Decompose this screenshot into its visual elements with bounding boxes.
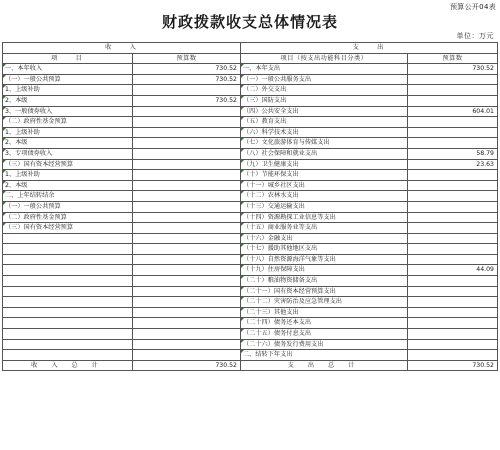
- form-code: 预算公开04表: [449, 3, 496, 11]
- income-budget-header: 预算数: [133, 53, 241, 64]
- expense-value-cell: 730.52: [408, 64, 498, 75]
- income-item-cell: （三）国有资本经营预算: [3, 159, 133, 170]
- expense-value-cell: [408, 297, 498, 308]
- income-item-cell: （二）政府性基金预算: [3, 117, 133, 128]
- expense-value-cell: [408, 318, 498, 329]
- income-item-cell: [3, 244, 133, 255]
- income-item-cell: 2、本级: [3, 138, 133, 149]
- income-item-cell: 1、上级补助: [3, 170, 133, 181]
- income-value-cell: [133, 339, 241, 350]
- table-row: [3, 191, 498, 202]
- income-item-cell: 二、上年结转结余: [3, 191, 133, 202]
- table-row: [3, 286, 498, 297]
- expense-value-cell: [408, 212, 498, 223]
- expense-value-cell: [408, 191, 498, 202]
- income-value-cell: [133, 307, 241, 318]
- expense-item-cell: （十）节能环保支出: [241, 170, 408, 181]
- table-row: [3, 74, 498, 85]
- expense-value-cell: 23.63: [408, 159, 498, 170]
- table-row: [3, 254, 498, 265]
- income-item-cell: （一）一般公共预算: [3, 201, 133, 212]
- table-row: [3, 307, 498, 318]
- income-item-cell: 一、本年收入: [3, 64, 133, 75]
- income-value-cell: [133, 329, 241, 340]
- expense-value-cell: [408, 170, 498, 181]
- income-value-cell: [133, 106, 241, 117]
- expense-item-cell: （十四）资源勘探工业信息等支出: [241, 212, 408, 223]
- expense-value-cell: [408, 339, 498, 350]
- income-value-cell: [133, 148, 241, 159]
- table-row: [3, 350, 498, 361]
- income-value-cell: 730.52: [133, 74, 241, 85]
- table-row: [3, 159, 498, 170]
- expense-item-cell: （四）公共安全支出: [241, 106, 408, 117]
- expense-item-cell: （十七）援助其他地区支出: [241, 244, 408, 255]
- table-row: [3, 297, 498, 308]
- expense-item-cell: （二十一）国有资本经营预算支出: [241, 286, 408, 297]
- income-item-cell: （三）国有资本经营预算: [3, 223, 133, 234]
- table-row: [3, 265, 498, 276]
- income-value-cell: [133, 254, 241, 265]
- expense-value-cell: [408, 276, 498, 287]
- income-value-cell: [133, 223, 241, 234]
- table-row: [3, 64, 498, 75]
- expense-value-cell: [408, 74, 498, 85]
- expense-item-cell: 一、本年支出: [241, 64, 408, 75]
- table-row: [3, 233, 498, 244]
- expense-value-cell: 58.79: [408, 148, 498, 159]
- table-row: [3, 170, 498, 181]
- income-section-header: 收 入: [3, 43, 241, 54]
- expense-value-cell: 44.09: [408, 265, 498, 276]
- expense-item-cell: （十六）金融支出: [241, 233, 408, 244]
- income-item-cell: [3, 329, 133, 340]
- expense-value-cell: [408, 95, 498, 106]
- expense-value-cell: [408, 127, 498, 138]
- income-item-cell: [3, 254, 133, 265]
- income-value-cell: [133, 350, 241, 361]
- income-item-header: 项 目: [3, 53, 133, 64]
- expense-item-cell: （二）外交支出: [241, 85, 408, 96]
- unit-label: 单位：万元: [456, 32, 494, 40]
- expense-item-cell: （十一）城乡社区支出: [241, 180, 408, 191]
- income-item-cell: 2、本级: [3, 95, 133, 106]
- income-value-cell: [133, 127, 241, 138]
- income-item-cell: [3, 286, 133, 297]
- expense-value-cell: [408, 307, 498, 318]
- income-value-cell: [133, 201, 241, 212]
- expense-value-cell: [408, 138, 498, 149]
- income-total-value: 730.52: [133, 360, 241, 371]
- budget-table: [2, 42, 498, 371]
- income-value-cell: [133, 138, 241, 149]
- expense-item-cell: （二十）粮油物资储备支出: [241, 276, 408, 287]
- income-value-cell: [133, 170, 241, 181]
- expense-item-header: 项目（按支出功能科目分类）: [241, 53, 408, 64]
- table-row: [3, 138, 498, 149]
- income-item-cell: 3、一般债券收入: [3, 106, 133, 117]
- expense-item-cell: （二十四）债务还本支出: [241, 318, 408, 329]
- table-row: [3, 95, 498, 106]
- table-row: [3, 212, 498, 223]
- income-item-cell: （二）政府性基金预算: [3, 212, 133, 223]
- expense-item-cell: （十三）交通运输支出: [241, 201, 408, 212]
- expense-value-cell: [408, 254, 498, 265]
- income-item-cell: [3, 307, 133, 318]
- table-row: [3, 127, 498, 138]
- expense-value-cell: [408, 233, 498, 244]
- income-item-cell: [3, 339, 133, 350]
- expense-value-cell: [408, 244, 498, 255]
- table-row: [3, 339, 498, 350]
- income-item-cell: [3, 265, 133, 276]
- expense-item-cell: （二十五）债务付息支出: [241, 329, 408, 340]
- income-item-cell: [3, 318, 133, 329]
- table-row: [3, 180, 498, 191]
- expense-value-cell: [408, 350, 498, 361]
- income-value-cell: [133, 159, 241, 170]
- table-row: [3, 85, 498, 96]
- income-value-cell: [133, 117, 241, 128]
- income-value-cell: 730.52: [133, 95, 241, 106]
- income-value-cell: [133, 244, 241, 255]
- expense-item-cell: （七）文化旅游体育与传媒支出: [241, 138, 408, 149]
- expense-item-cell: 二、结转下年支出: [241, 350, 408, 361]
- income-value-cell: [133, 212, 241, 223]
- expense-budget-header: 预算数: [408, 53, 498, 64]
- expense-value-cell: [408, 201, 498, 212]
- expense-item-cell: （二十三）其他支出: [241, 307, 408, 318]
- table-row: [3, 318, 498, 329]
- expense-item-cell: （十九）住房保障支出: [241, 265, 408, 276]
- table-row: [3, 201, 498, 212]
- expense-item-cell: （十五）商业服务业等支出: [241, 223, 408, 234]
- income-item-cell: 1、上级补助: [3, 85, 133, 96]
- expense-total-label: 支 出 总 计: [241, 360, 408, 371]
- income-value-cell: 730.52: [133, 64, 241, 75]
- income-item-cell: [3, 297, 133, 308]
- expense-item-cell: （六）科学技术支出: [241, 127, 408, 138]
- expense-value-cell: [408, 329, 498, 340]
- income-item-cell: 3、专项债券收入: [3, 148, 133, 159]
- table-row: [3, 148, 498, 159]
- expense-item-cell: （十八）自然资源海洋气象等支出: [241, 254, 408, 265]
- income-item-cell: [3, 276, 133, 287]
- expense-value-cell: 604.01: [408, 106, 498, 117]
- table-row: [3, 329, 498, 340]
- income-value-cell: [133, 85, 241, 96]
- expense-item-cell: （五）教育支出: [241, 117, 408, 128]
- income-value-cell: [133, 276, 241, 287]
- table-row: [3, 106, 498, 117]
- income-item-cell: （一）一般公共预算: [3, 74, 133, 85]
- expense-item-cell: （二十六）债务发行费用支出: [241, 339, 408, 350]
- expense-item-cell: （一）一般公共服务支出: [241, 74, 408, 85]
- income-item-cell: [3, 350, 133, 361]
- expense-value-cell: [408, 117, 498, 128]
- expense-total-value: 730.52: [408, 360, 498, 371]
- expense-value-cell: [408, 286, 498, 297]
- table-row: [3, 244, 498, 255]
- expense-value-cell: [408, 180, 498, 191]
- expense-item-cell: （九）卫生健康支出: [241, 159, 408, 170]
- table-row: [3, 223, 498, 234]
- expense-item-cell: （二十二）灾害防治及应急管理支出: [241, 297, 408, 308]
- total-row: [3, 360, 498, 371]
- table-row: [3, 117, 498, 128]
- income-value-cell: [133, 286, 241, 297]
- income-value-cell: [133, 297, 241, 308]
- table-row: [3, 276, 498, 287]
- income-value-cell: [133, 233, 241, 244]
- page-title: 财政拨款收支总体情况表: [161, 13, 338, 31]
- income-item-cell: 2、本级: [3, 180, 133, 191]
- expense-value-cell: [408, 223, 498, 234]
- income-item-cell: 1、上级补助: [3, 127, 133, 138]
- income-value-cell: [133, 191, 241, 202]
- income-value-cell: [133, 265, 241, 276]
- income-value-cell: [133, 318, 241, 329]
- expense-item-cell: （八）社会保障和就业支出: [241, 148, 408, 159]
- income-total-label: 收 入 总 计: [3, 360, 133, 371]
- expense-section-header: 支 出: [241, 43, 498, 54]
- expense-item-cell: （三）国防支出: [241, 95, 408, 106]
- expense-item-cell: （十二）农林水支出: [241, 191, 408, 202]
- income-item-cell: [3, 233, 133, 244]
- income-value-cell: [133, 180, 241, 191]
- table-body: [3, 64, 498, 361]
- expense-value-cell: [408, 85, 498, 96]
